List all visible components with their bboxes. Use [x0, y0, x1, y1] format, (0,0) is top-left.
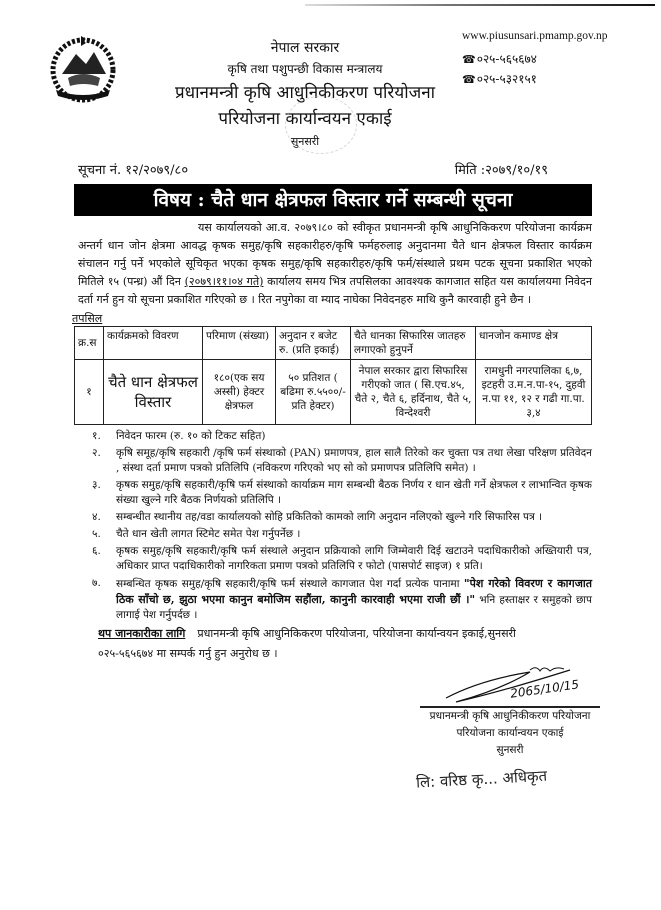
item-number: २. [92, 447, 101, 459]
deadline-date: (२०७९।११।०४ गते) [184, 275, 264, 288]
nepal-emblem-icon [48, 34, 118, 106]
item-number: ५. [92, 528, 101, 540]
list-item [92, 544, 592, 574]
phone-number: ०२५-५३२१५१ [476, 72, 537, 86]
notice-body [78, 219, 592, 309]
phone-2 [462, 70, 537, 87]
contact-request: ०२५-५६५६७४ मा सम्पर्क गर्नु हुन अनुरोध छ । [98, 647, 278, 660]
reference-row [74, 162, 592, 180]
more-info [98, 626, 592, 642]
list-item [92, 446, 592, 476]
signatory-project: प्रधानमन्त्री कृषि आधुनिकीकरण परियोजना [429, 710, 591, 722]
notice-content [72, 162, 592, 792]
item-text: निवेदन फारम (रु. १० को टिकट सहित) [116, 430, 266, 442]
item-text: सम्बन्धीत स्थानीय तह/वडा कार्यालयको सोहि प्रकितिको कामको लागि अनुदान नलिएको खुल्ने गरि सिफारिस पत्र । [116, 511, 543, 523]
item-number: ३. [92, 479, 101, 491]
list-item [92, 527, 592, 542]
item-text: कृषक समुह/कृषि सहकारी/कृषि फर्म संस्थाले अनुदान प्रक्रियाको लागि जिम्मेवारी दिई खटाउने पदाधिकारीको अख्तियारी पत्र, अधिकार प्राप्त पदाधिकारीको नागरिकता प्रमाण पत्रको प्रतिलिपि र फोटो (पासपोर्ट साइज) १ प्रति। [116, 545, 592, 572]
item-text: सम्बन्धित कृषक समुह/कृषि सहकारी/कृषि फर्म संस्थाले कागजात पेश गर्दा प्रत्येक पानामा [116, 578, 464, 590]
required-documents-list [92, 429, 592, 623]
item-text-tail: भनि हस्ताक्षर र समुहको छाप लागाई पेश गर्नुपर्दछ । [116, 594, 592, 621]
notice-date: मिति :२०७९/१०/१९ [454, 163, 548, 178]
website-link[interactable]: www.piusunsari.pmamp.gov.np [462, 30, 608, 42]
telephone-icon: ☎ [462, 73, 476, 86]
signature-date: 2065/10/15 [509, 677, 580, 701]
item-text: कृषि समूह/कृषि सहकारी /कृषि फर्म संस्थाको (PAN) प्रमाणपत्र, हाल सालै तिरेको कर चुक्ता पत्र तथा लेखा परिक्षण प्रतिवेदन , संस्था दर्ता प्रमाण पत्रको प्रतिलिपि (नविकरण गरिएको भए सो को प्रमाणपत्र प्रतिलिपि समेत) । [116, 447, 592, 474]
telephone-icon: ☎ [462, 53, 476, 66]
item-number: १. [92, 430, 101, 442]
handwritten-note: लि: वरिष्ठ कृ... अधिकृत [415, 766, 548, 792]
project-name: प्रधानमन्त्री कृषि आधुनिकीकरण परियोजना [174, 83, 436, 103]
list-item [92, 429, 592, 444]
list-item [92, 510, 592, 525]
cell-grant: ५० प्रतिशत ( बढिमा रु.५५००/- प्रति हेक्टर) [276, 360, 351, 425]
table-header-row [75, 327, 592, 360]
item-number: ७. [92, 577, 101, 589]
phone-1 [462, 50, 537, 67]
declaration-text: "पेश गरेको विवरण र कागजात ठिक साँचो छ, झुठा भएमा कानुन बमोजिम सहौंला, कानुनी कारवाही भएमा राजी छौं ।" [116, 577, 592, 606]
cell-program: चैते धान क्षेत्रफल विस्तार [104, 360, 203, 425]
schedule-table [74, 326, 592, 425]
item-text: कृषक समुह/कृषि सहकारी/कृषि फर्म संस्थाको कार्याक्रम माग सम्बन्धी बैठक निर्णय र धान खेती गर्ने क्षेत्रफल र लाभान्वित कृषक संख्या खुल्ने गरि बैठक निर्णयको प्रतिलिपि । [116, 479, 592, 506]
body-part-2: कार्यालय समय भित्र तपसिलका आवश्यक कागजात सहित यस कार्यालयमा निवेदन दर्ता गर्न हुन यो सूचना प्रकाशित गरिएको छ । रित नपुगेका वा म्याद नाघेका निवेदनहरु माथि कुनै कारवाही हुने छैन । [78, 275, 592, 306]
item-number: ६. [92, 545, 101, 557]
signature-block [420, 664, 600, 759]
signatory-location: सुनसरी [496, 744, 524, 756]
more-info-text: प्रधानमन्त्री कृषि आधुनिकिकरण परियोजना, परियोजना कार्यान्वयन इकाई,सुनसरी [197, 627, 516, 640]
government-name: नेपाल सरकार [270, 40, 340, 56]
cell-quantity: १८०(एक सय अस्सी) हेक्टर क्षेत्रफल [203, 360, 276, 425]
office-location: सुनसरी [290, 135, 320, 148]
notice-reference: सूचना नं. १२/२०७९/८० [78, 163, 189, 178]
list-item [92, 478, 592, 508]
header-varieties: चैते धानका सिफारिस जातहरु लगाएको हुनुपर्ने [351, 327, 476, 360]
header-sn: क्र.स [75, 327, 104, 360]
notice-subject: विषय : चैते धान क्षेत्रफल विस्तार गर्ने सम्बन्धी सूचना [74, 184, 592, 216]
more-info-label: थप जानकारीका लागि [98, 627, 186, 640]
cell-sn: १ [75, 360, 104, 425]
header-program: कार्यक्रमको विवरण [104, 327, 203, 360]
top-rule [305, 4, 655, 6]
item-number: ४. [92, 511, 101, 523]
ministry-name: कृषि तथा पशुपन्छी विकास मन्त्रालय [227, 62, 383, 76]
phone-number: ०२५-५६५६७४ [476, 52, 537, 66]
table-row [75, 360, 592, 425]
body-part-1: यस कार्यालयको आ.व. २०७९।८० को स्वीकृत प्रधानमन्त्री कृषि आधुनिकिकरण परियोजना कार्यक्रम अन्तर्ग धान जोन क्षेत्रमा आवद्ध कृषक समुह/कृषि सहकारीहरु/कृषि फर्महरुलाइ अनुदानमा चैते धान क्षेत्रफल विस्तार कार्यक्रम संचालन गर्नु पर्ने भएकोले सूचिकृत भएका कृषक समुह/कृषि सहकारीहरु/कृषि फर्म/संस्थाले प्रथम पटक सूचना प्रकाशित भएको मितिले १५ (पन्ध्र) औं दिन [78, 221, 592, 288]
schedule-label: तपसिल [72, 312, 103, 325]
header-command-area: धानजोन कमाण्ड क्षेत्र [476, 327, 592, 360]
cell-command-area: रामधुनी नगरपालिका ६,७, इटहरी उ.म.न.पा-१५, दुहवी न.पा ११, १२ र गढी गा.पा. ३,४ [476, 360, 592, 425]
list-item [92, 576, 592, 623]
unit-name: परियोजना कार्यान्वयन एकाई [218, 109, 392, 129]
header-quantity: परिमाण (संख्या) [203, 327, 276, 360]
item-text: चैते धान खेती लागत स्टिमेट समेत पेश गर्नुपर्नेछ । [116, 528, 301, 540]
signatory-unit: परियोजना कार्यान्वयन एकाई [456, 727, 564, 739]
header-grant: अनुदान र बजेट रु. (प्रति इकाई) [276, 327, 351, 360]
cell-varieties: नेपाल सरकार द्वारा सिफारिस गरीएको जात ( सि.एच.४५, चैते २, चैते ६, हर्दिनाथ, चैते ५, विन्देश्वरी [351, 360, 476, 425]
